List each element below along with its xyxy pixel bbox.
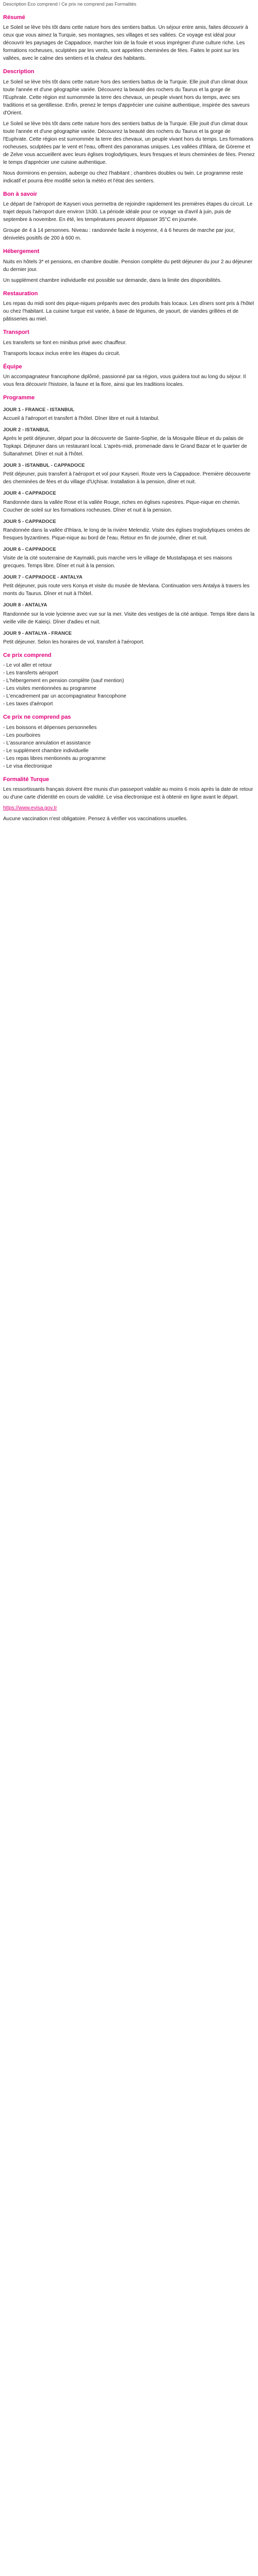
- list-item: - Les taxes d'aéroport: [3, 700, 255, 708]
- list-item: - Les pourboires: [3, 732, 255, 739]
- day-title: JOUR 5 - CAPPADOCE: [3, 518, 56, 524]
- evisa-link[interactable]: https://www.evisa.gov.tr: [3, 805, 57, 811]
- day-text: Randonnée dans la vallée d'Ihlara, le long de la rivière Melendiz. Visite des églises troglodytiques ornées de fresques byzantines. Pique-nique au bord de l'eau. Retour en fin de journée, dîner et nuit.: [3, 527, 250, 541]
- section-title-equipe: Équipe: [3, 363, 22, 370]
- section-title-transport: Transport: [3, 329, 29, 335]
- day-text: Visite de la cité souterraine de Kaymakli, puis marche vers le village de Mustafapaşa et ses maisons grecques. Temps libre. Dîner et nuit à la pension.: [3, 555, 232, 569]
- formalites-para: Les ressortissants français doivent être munis d'un passeport valable au moins 6 mois après la date de retour ou d'une carte d'identité en cours de validité. Le visa électronique est à obtenir en ligne avant le départ.: [3, 787, 253, 801]
- prix-ne-comprend-list: [3, 724, 255, 770]
- section-title-restauration: Restauration: [3, 290, 38, 297]
- day-text: Petit déjeuner, puis transfert à l'aéroport et vol pour Kayseri. Route vers la Cappadoce. Première découverte des cheminées de fées et du village d'Uçhisar. Installation à la pension, dîner et nuit.: [3, 471, 251, 485]
- section-title-prix-ne-comprend: Ce prix ne comprend pas: [3, 714, 71, 721]
- transport-para: Transports locaux inclus entre les étapes du circuit.: [3, 350, 120, 357]
- page: [0, 0, 258, 833]
- day-title: JOUR 4 - CAPPADOCE: [3, 490, 56, 497]
- list-item: - Les visites mentionnées au programme: [3, 685, 255, 692]
- list-item: - Les boissons et dépenses personnelles: [3, 724, 255, 732]
- bon-savoir-para: Groupe de 4 à 14 personnes. Niveau : randonnée facile à moyenne, 4 à 6 heures de marche par jour, dénivelés positifs de 200 à 600 m.: [3, 228, 235, 241]
- programme-day: [3, 462, 255, 486]
- day-text: Randonnée dans la vallée Rose et la vallée Rouge, riches en églises rupestres. Pique-nique en chemin. Coucher de soleil sur les formations rocheuses. Dîner et nuit à la pension.: [3, 499, 240, 513]
- list-item: - L'assurance annulation et assistance: [3, 739, 255, 747]
- day-text: Après le petit déjeuner, départ pour la découverte de Sainte-Sophie, de la Mosquée Bleue et du palais de Topkapi. Déjeuner dans un restaurant local. L'après-midi, promenade dans le Grand Bazar et le quartier de Sultanahmet. Dîner et nuit à l'hôtel.: [3, 436, 247, 457]
- description-para: Nous dormirons en pension, auberge ou chez l'habitant ; chambres doubles ou twin. Le programme reste indicatif et pourra être modifié selon la météo et l'état des sentiers.: [3, 170, 243, 184]
- section-title-description: Description: [3, 69, 35, 75]
- list-item: - Le vol aller et retour: [3, 662, 255, 669]
- day-title: JOUR 2 - ISTANBUL: [3, 427, 50, 433]
- formalites-link-para: [3, 804, 255, 812]
- day-title: JOUR 1 - FRANCE - ISTANBUL: [3, 406, 75, 413]
- transport-para: Les transferts se font en minibus privé avec chauffeur.: [3, 340, 127, 346]
- list-item: - Le supplément chambre individuelle: [3, 747, 255, 755]
- restauration-para: Les repas du midi sont des pique-niques préparés avec des produits frais locaux. Les dîners sont pris à l'hôtel ou chez l'habitant. La cuisine turque est variée, à base de légumes, de yaourt, de viandes grillées et de pâtisseries au miel.: [3, 301, 254, 322]
- programme-day: [3, 546, 255, 570]
- day-text: Petit déjeuner, puis route vers Konya et visite du musée de Mevlana. Continuation vers Antalya à travers les monts du Taurus. Dîner et nuit à l'hôtel.: [3, 583, 250, 597]
- programme-day: [3, 574, 255, 598]
- section-title-resume: Résumé: [3, 14, 25, 21]
- programme-day: [3, 602, 255, 625]
- day-text: Randonnée sur la voie lycienne avec vue sur la mer. Visite des vestiges de la cité antique. Temps libre dans la vieille ville de Kaleiçi. Dîner d'adieu et nuit.: [3, 611, 255, 625]
- list-item: - Le visa électronique: [3, 762, 255, 770]
- section-title-programme: Programme: [3, 395, 35, 401]
- list-item: - Les repas libres mentionnés au programme: [3, 755, 255, 762]
- hebergement-para: Nuits en hôtels 3* et pensions, en chambre double. Pension complète du petit déjeuner du jour 2 au déjeuner du dernier jour.: [3, 259, 253, 273]
- day-title: JOUR 8 - ANTALYA: [3, 602, 47, 608]
- hebergement-para: Un supplément chambre individuelle est possible sur demande, dans la limite des disponibilités.: [3, 277, 222, 283]
- day-text: Petit déjeuner. Selon les horaires de vol, transfert à l'aéroport.: [3, 639, 144, 645]
- section-title-hebergement: Hébergement: [3, 248, 40, 255]
- prix-comprend-list: [3, 662, 255, 708]
- list-item: - L'hébergement en pension complète (sauf mention): [3, 677, 255, 685]
- day-title: JOUR 3 - ISTANBUL - CAPPADOCE: [3, 463, 85, 468]
- programme-day: [3, 518, 255, 542]
- programme-day: [3, 406, 255, 422]
- section-title-prix-comprend: Ce prix comprend: [3, 652, 52, 658]
- programme-day: [3, 490, 255, 514]
- day-title: JOUR 7 - CAPPADOCE - ANTALYA: [3, 574, 83, 580]
- programme-day: [3, 427, 255, 458]
- section-title-formalites: Formalité Turque: [3, 776, 50, 783]
- day-title: JOUR 6 - CAPPADOCE: [3, 546, 56, 552]
- description-para: Le Soleil se lève très tôt dans cette nature hors des sentiers battus de la Turquie. Elle jouit d'un climat doux toute l'année et d'une géographie variée. Découvrez la beauté des rochers du Taurus et la gorge de l'Euphrate. Cette région est surnommée la terre des chevaux, un peuple vivant hors du temps, avec ses traditions et sa gentillesse. Enfin, prenez le temps d'apprécier une cuisine authentique, inspirée des saveurs d'Orient.: [3, 79, 250, 116]
- description-para: Le Soleil se lève très tôt dans cette nature hors des sentiers battus de la Turquie. Elle jouit d'un climat doux toute l'année et d'une géographie variée. Découvrez la beauté des rochers du Taurus et la gorge de l'Euphrate. Cette région est surnommée la terre des chevaux, un peuple vivant hors du temps. Les formations rocheuses, sculptées par le vent et l'eau, offrent des panoramas uniques. Les vallées d'Ihlara, de Göreme et de Zelve vous accueillent avec leurs églises troglodytiques, leurs fresques et leurs cheminées de fées. Prenez le temps d'apprécier une cuisine authentique.: [3, 121, 255, 165]
- bon-savoir-para: Le départ de l'aéroport de Kayseri vous permettra de rejoindre rapidement les premières étapes du circuit. Le trajet depuis l'aéroport dure environ 1h30. La période idéale pour ce voyage va d'avril à juin, puis de septembre à novembre. En été, les températures peuvent dépasser 35°C en journée.: [3, 201, 253, 223]
- programme-list: [3, 406, 255, 646]
- formalites-para-2: Aucune vaccination n'est obligatoire. Pensez à vérifier vos vaccinations usuelles.: [3, 816, 188, 822]
- equipe-para: Un accompagnateur francophone diplômé, passionné par sa région, vous guidera tout au long du séjour. Il vous fera découvrir l'histoire, la faune et la flore, ainsi que les traditions locales.: [3, 374, 246, 387]
- programme-day: [3, 630, 255, 646]
- list-item: - L'encadrement par un accompagnateur francophone: [3, 692, 255, 700]
- section-title-bon-savoir: Bon à savoir: [3, 191, 38, 197]
- day-title: JOUR 9 - ANTALYA - FRANCE: [3, 630, 72, 636]
- resume-text: Le Soleil se lève très tôt dans cette nature hors des sentiers battus. Un séjour entre amis, faites découvrir à ceux que vous aimez la Turquie, ses montagnes, ses villages et ses vallées. Ce voyage est idéal pour découvrir les paysages de Cappadoce, marcher loin de la foule et vous imprégner d'une culture riche. Les formations rocheuses, sculptées par les vents, sont appelées cheminées de fées. Faites le point sur les vallées, avec le calme des sentiers et la chaleur des habitants.: [3, 25, 248, 61]
- copyright-note: Description Eco comprend / Ce prix ne comprend pas Formalités: [3, 2, 137, 7]
- list-item: - Les transferts aéroport: [3, 669, 255, 677]
- day-text: Accueil à l'aéroport et transfert à l'hôtel. Dîner libre et nuit à Istanbul.: [3, 415, 159, 421]
